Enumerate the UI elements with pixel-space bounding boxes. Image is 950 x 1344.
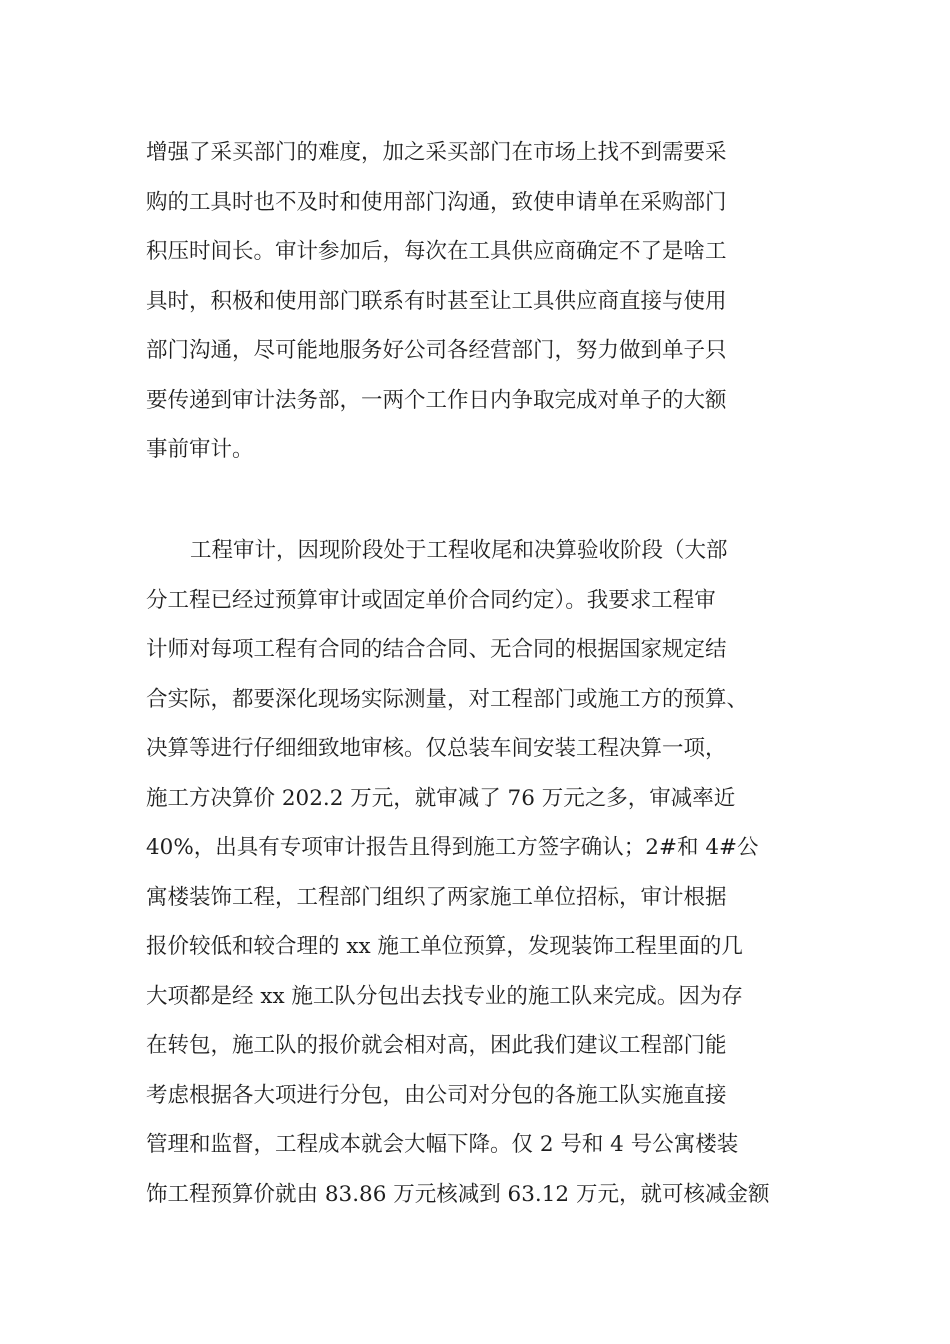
text-line: 增强了采买部门的难度，加之采买部门在市场上找不到需要采	[146, 140, 727, 165]
text-line: 要传递到审计法务部，一两个工作日内争取完成对单子的大额	[146, 387, 727, 413]
paragraph-procurement-audit	[146, 128, 826, 475]
text-line: 具时，积极和使用部门联系有时甚至让工具供应商直接与使用	[146, 288, 727, 314]
text-line: 施工方决算价 202.2 万元，就审减了 76 万元之多，审减率近	[146, 785, 736, 811]
text-line: 积压时间长。审计参加后，每次在工具供应商确定不了是啥工	[146, 239, 727, 264]
text-line: 合实际，都要深化现场实际测量，对工程部门或施工方的预算、	[146, 686, 749, 712]
text-line: 大项都是经 xx 施工队分包出去找专业的施工队来完成。因为存	[146, 983, 743, 1009]
text-line: 报价较低和较合理的 xx 施工单位预算，发现装饰工程里面的几	[146, 934, 743, 959]
paragraph-engineering-audit	[146, 526, 826, 1219]
text-line: 40%，出具有专项审计报告且得到施工方签字确认；2#和 4#公	[146, 835, 759, 860]
text-line: 在转包，施工队的报价就会相对高，困此我们建议工程部门能	[146, 1033, 727, 1058]
text-line: 事前审计。	[146, 437, 254, 462]
text-line: 计师对每项工程有合同的结合合同、无合同的根据国家规定结	[146, 637, 727, 662]
text-line: 寓楼装饰工程，工程部门组织了两家施工单位招标，审计根据	[146, 884, 727, 910]
text-line: 分工程已经过预算审计或固定单价合同约定）。我要求工程审	[146, 587, 716, 613]
text-line: 管理和监督，工程成本就会大幅下降。仅 2 号和 4 号公寓楼装	[146, 1132, 739, 1157]
text-line: 工程审计，因现阶段处于工程收尾和决算验收阶段（大部	[190, 538, 728, 563]
text-line: 购的工具时也不及时和使用部门沟通，致使申请单在采购部门	[146, 189, 727, 215]
text-line: 部门沟通，尽可能地服务好公司各经营部门，努力做到单子只	[146, 338, 727, 363]
text-line: 考虑根据各大项进行分包，由公司对分包的各施工队实施直接	[146, 1082, 727, 1108]
text-line: 饰工程预算价就由 83.86 万元核减到 63.12 万元，就可核减金额	[146, 1181, 770, 1207]
text-line: 决算等进行仔细细致地审核。仅总装车间安装工程决算一项，	[146, 736, 727, 761]
